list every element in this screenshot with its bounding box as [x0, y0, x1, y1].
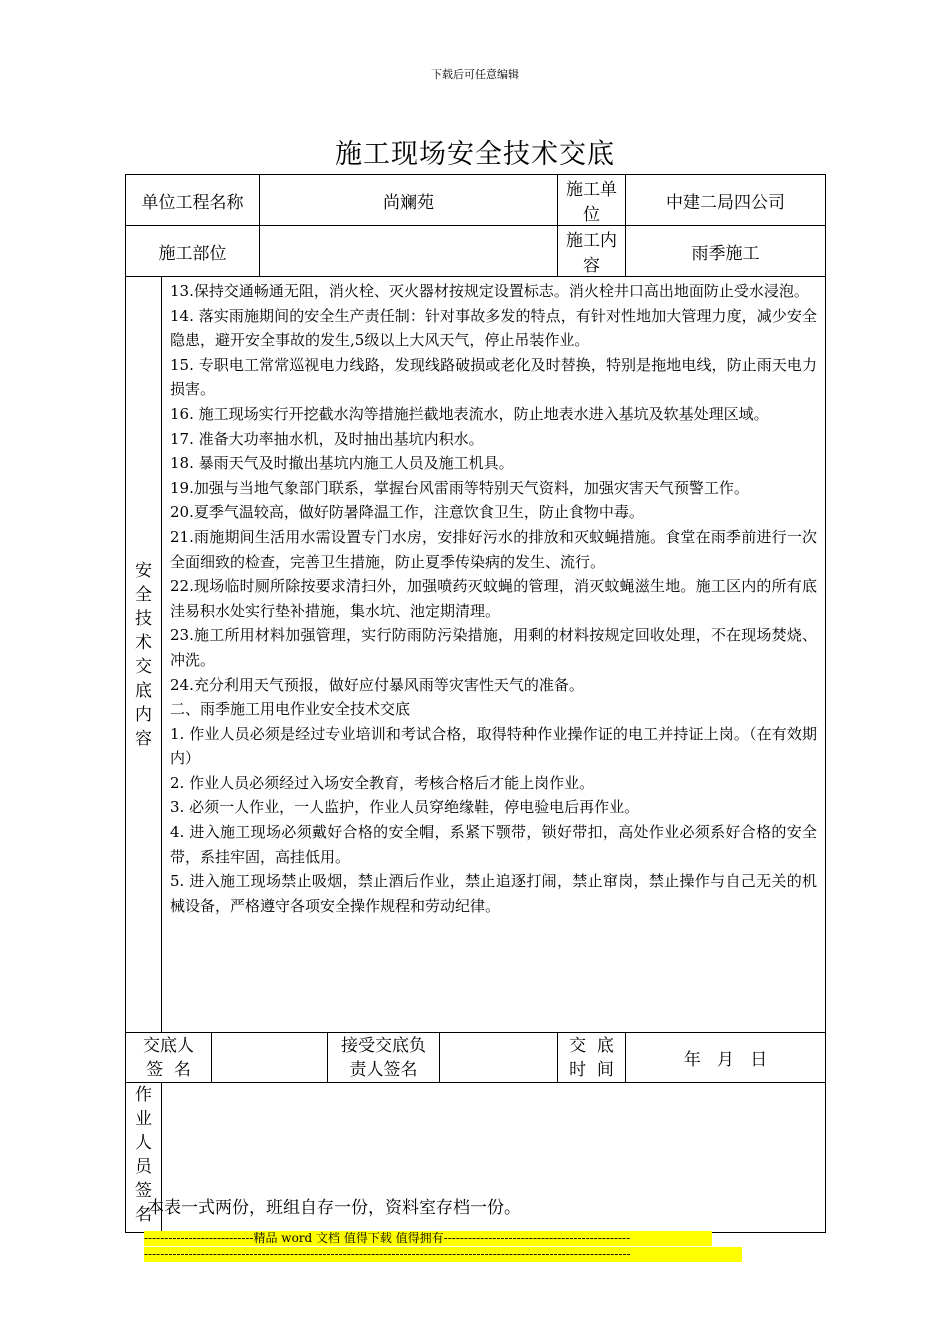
- label-line: 交底人: [143, 1035, 194, 1056]
- safety-content-body: [162, 277, 826, 1033]
- content-paragraph: 22.现场临时厕所除按要求清扫外，加强喷药灭蚊蝇的管理，消灭蚊蝇滋生地。施工区内的所有底洼易积水处实行垫补措施，集水坑、池定期清理。: [170, 577, 818, 620]
- side-char: 底: [135, 680, 152, 701]
- content-paragraph: 3. 必须一人作业，一人监护，作业人员穿绝缘鞋，停电验电后再作业。: [170, 798, 640, 817]
- content-paragraph: 23.施工所用材料加强管理，实行防雨防污染措施，用剩的材料按规定回收处理，不在现场焚烧、冲洗。: [170, 626, 818, 669]
- content-paragraph: 19.加强与当地气象部门联系，掌握台风雷雨等特别天气资料，加强灾害天气预警工作。: [170, 478, 749, 497]
- side-char: 作: [135, 1085, 152, 1105]
- construction-content-label: 施工内容: [558, 226, 626, 277]
- side-char: 术: [135, 632, 152, 653]
- construction-unit-label: 施工单位: [558, 175, 626, 226]
- side-char: 业: [135, 1109, 152, 1129]
- side-char: 技: [135, 608, 152, 629]
- content-paragraph: 17. 准备大功率抽水机，及时抽出基坑内积水。: [170, 429, 484, 448]
- disclosure-time-label: [558, 1033, 626, 1083]
- label-line: 时 间: [569, 1059, 614, 1080]
- content-paragraph: 21.雨施期间生活用水需设置专门水房，安排好污水的排放和灭蚊蝇措施。食堂在雨季前进行一次全面细致的检查，完善卫生措施，防止夏季传染病的发生、流行。: [170, 527, 818, 571]
- content-paragraph: 18. 暴雨天气及时撤出基坑内施工人员及施工机具。: [170, 454, 514, 473]
- label-line: 交 底: [569, 1035, 614, 1056]
- disclosure-date-field[interactable]: 年 月 日: [626, 1033, 826, 1083]
- side-char: 签: [135, 1181, 152, 1201]
- content-paragraph: 5. 进入施工现场禁止吸烟，禁止酒后作业，禁止追逐打闹，禁止窜岗，禁止操作与自己无关的机械设备，严格遵守各项安全操作规程和劳动纪律。: [170, 872, 818, 915]
- side-char: 员: [135, 1157, 152, 1177]
- unit-project-label: 单位工程名称: [126, 175, 260, 226]
- construction-unit-value: 中建二局四公司: [626, 175, 826, 226]
- banner-line: ------------------------------------------------------------------------------------------------------------------------: [144, 1247, 742, 1262]
- discloser-signature-label: [126, 1033, 212, 1083]
- discloser-signature-field[interactable]: [212, 1033, 328, 1083]
- side-char: 内: [135, 704, 152, 725]
- construction-content-value: 雨季施工: [626, 226, 826, 277]
- side-char: 全: [135, 584, 152, 605]
- safety-content-side-label: [126, 277, 162, 1033]
- content-paragraph: 14. 落实雨施期间的安全生产责任制：针对事故多发的特点，有针对性地加大管理力度，减少安全隐患，避开安全事故的发生,5级以上大风天气，停止吊装作业。: [170, 306, 818, 350]
- label-line: 签 名: [146, 1059, 191, 1080]
- receiver-signature-field[interactable]: [440, 1033, 558, 1083]
- side-char: 容: [135, 728, 152, 749]
- unit-project-value: 尚斓苑: [260, 175, 558, 226]
- section-heading: 二、雨季施工用电作业安全技术交底: [170, 700, 411, 719]
- receiver-signature-label: [328, 1033, 440, 1083]
- side-char: 名: [135, 1205, 152, 1225]
- document-title: 施工现场安全技术交底: [335, 139, 615, 170]
- footer-note: 本表一式两份，班组自存一份，资料室存档一份。: [147, 1198, 521, 1218]
- side-char: 安: [135, 560, 152, 581]
- label-line: 责人签名: [349, 1059, 418, 1080]
- side-char: 交: [135, 656, 152, 677]
- label-line: 接受交底负: [341, 1035, 427, 1056]
- content-paragraph: 13.保持交通畅通无阻，消火栓、灭火器材按规定设置标志。消火栓井口高出地面防止受水浸泡。: [170, 282, 809, 300]
- content-paragraph: 4. 进入施工现场必须戴好合格的安全帽，系紧下颚带，锁好带扣，高处作业必须系好合格的安全带，系挂牢固，高挂低用。: [170, 823, 818, 866]
- content-paragraph: 16. 施工现场实行开挖截水沟等措施拦截地表流水，防止地表水进入基坑及软基处理区域。: [170, 404, 769, 423]
- banner-line: ---------------------------精品 word 文档 值得下载 值得拥有----------------------------------------------: [144, 1231, 712, 1246]
- disclosure-form-table: [125, 174, 826, 1233]
- construction-part-value: [260, 226, 558, 277]
- side-char: 人: [135, 1133, 152, 1153]
- construction-part-label: 施工部位: [126, 226, 260, 277]
- content-paragraph: 2. 作业人员必须经过入场安全教育，考核合格后才能上岗作业。: [170, 773, 595, 792]
- content-paragraph: 15. 专职电工常常巡视电力线路，发现线路破损或老化及时替换，特别是拖地电线，防止雨天电力损害。: [170, 355, 818, 399]
- header-note: 下载后可任意编辑: [431, 68, 519, 81]
- content-paragraph: 1. 作业人员必须是经过专业培训和考试合格，取得特种作业操作证的电工并持证上岗。（在有效期内）: [170, 724, 818, 768]
- content-paragraph: 20.夏季气温较高，做好防暑降温工作，注意饮食卫生，防止食物中毒。: [170, 503, 644, 522]
- content-paragraph: 24.充分利用天气预报，做好应付暴风雨等灾害性天气的准备。: [170, 675, 584, 694]
